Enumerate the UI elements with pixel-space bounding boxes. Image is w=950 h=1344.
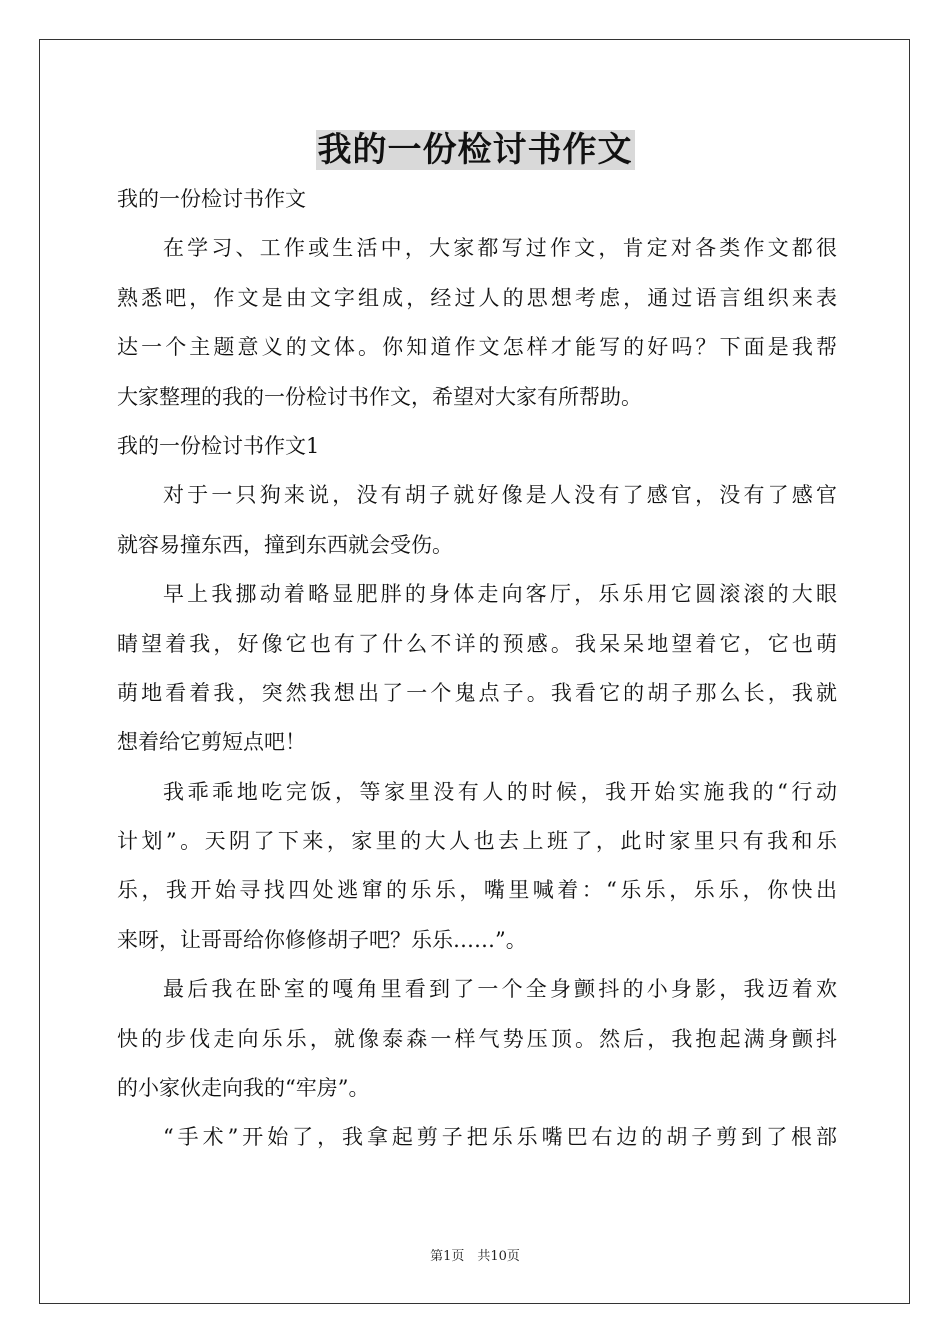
paragraph-line: 我乖乖地吃完饭，等家里没有人的时候，我开始实施我的“行动 <box>163 779 837 804</box>
paragraph-line: 来呀，让哥哥给你修修胡子吧？乐乐……”。 <box>117 927 527 952</box>
paragraph-line: 睛望着我，好像它也有了什么不详的预感。我呆呆地望着它，它也萌 <box>117 631 837 656</box>
paragraph-line: 熟悉吧，作文是由文字组成，经过人的思想考虑，通过语言组织来表 <box>117 285 837 310</box>
section-heading: 我的一份检讨书作文 <box>117 187 306 211</box>
paragraph-line: 最后我在卧室的嘎角里看到了一个全身颤抖的小身影，我迈着欢 <box>163 977 837 1002</box>
paragraph-line: 就容易撞东西，撞到东西就会受伤。 <box>117 532 453 557</box>
paragraph-line: 在学习、工作或生活中，大家都写过作文，肯定对各类作文都很 <box>163 236 837 261</box>
paragraph-line: “手术”开始了，我拿起剪子把乐乐嘴巴右边的胡子剪到了根部 <box>163 1125 837 1150</box>
document-title <box>0 124 950 176</box>
paragraph-line: 萌地看着我，突然我想出了一个鬼点子。我看它的胡子那么长，我就 <box>117 680 837 705</box>
document-title-text: 我的一份检讨书作文 <box>317 130 633 170</box>
paragraph-line: 计划”。天阴了下来，家里的大人也去上班了，此时家里只有我和乐 <box>117 829 837 854</box>
paragraph-line: 的小家伙走向我的“牢房”。 <box>117 1076 370 1101</box>
paragraph-line: 想着给它剪短点吧！ <box>117 730 306 755</box>
document-body <box>117 175 837 1163</box>
paragraph-line: 达一个主题意义的文体。你知道作文怎样才能写的好吗？下面是我帮 <box>117 335 837 360</box>
paragraph-line: 乐，我开始寻找四处逃窜的乐乐，嘴里喊着：“乐乐，乐乐，你快出 <box>117 878 837 903</box>
section-heading: 我的一份检讨书作文1 <box>117 433 320 458</box>
paragraph-line: 早上我挪动着略显肥胖的身体走向客厅，乐乐用它圆滚滚的大眼 <box>163 582 837 607</box>
paragraph-line: 对于一只狗来说，没有胡子就好像是人没有了感官，没有了感官 <box>163 483 837 508</box>
page-footer: 第1页 共10页 <box>430 1249 520 1264</box>
paragraph-line: 快的步伐走向乐乐，就像泰森一样气势压顶。然后，我抱起满身颤抖 <box>117 1026 837 1051</box>
paragraph-line: 大家整理的我的一份检讨书作文，希望对大家有所帮助。 <box>117 384 642 409</box>
